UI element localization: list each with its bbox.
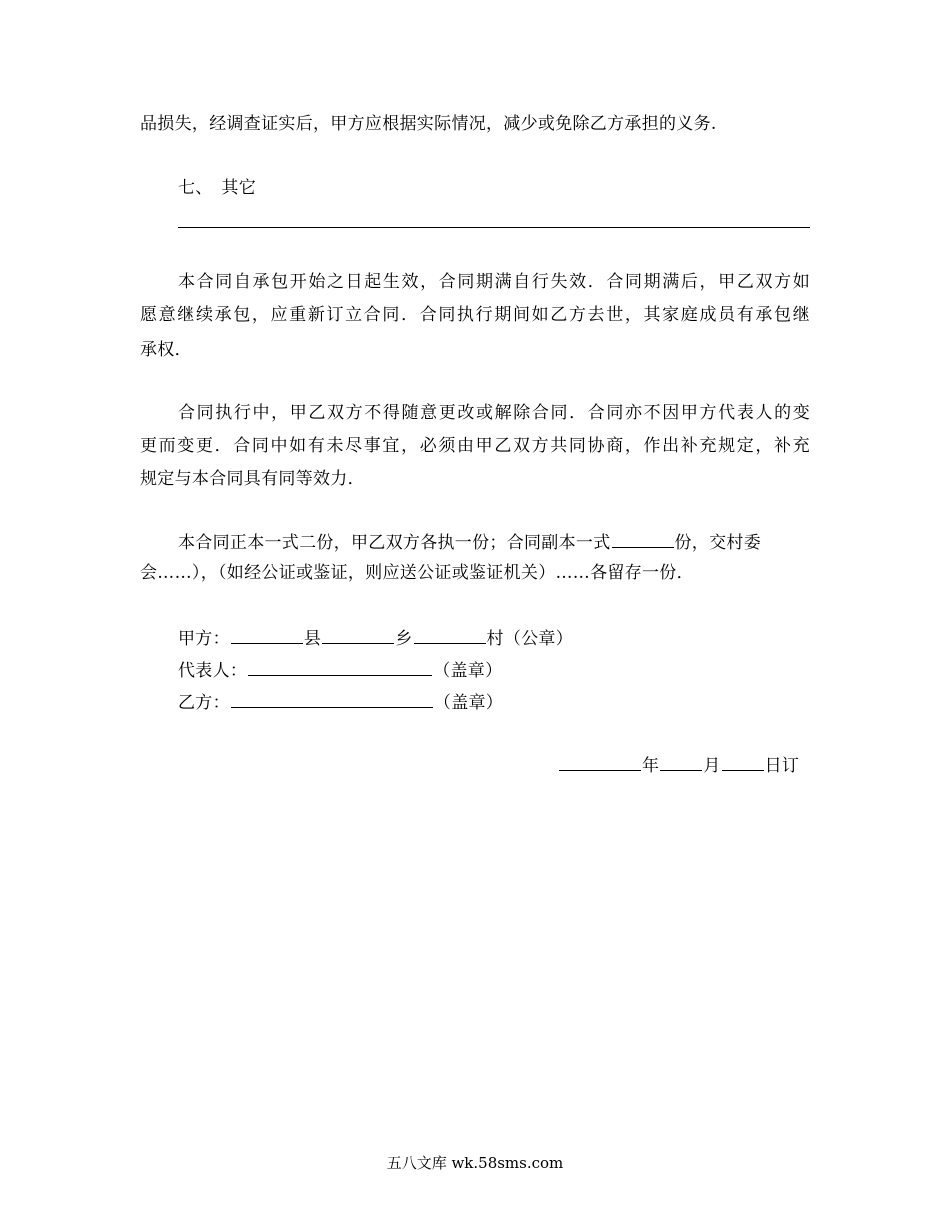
party-b-blank[interactable] [231,690,433,708]
paragraph-line: 更而变更．合同中如有未尽事宜，必须由甲乙双方共同协商，作出补充规定，补充 [140,436,810,456]
representative-blank[interactable] [248,658,432,676]
copies-blank[interactable] [612,530,674,548]
party-a-label: 甲方： [178,629,230,649]
county-blank[interactable] [231,626,303,644]
month-blank[interactable] [660,753,702,771]
copies-text-end: 份，交村委 [674,533,761,553]
year-label: 年 [642,756,660,776]
county-label: 县 [303,629,322,649]
village-seal-label: 村（公章） [486,629,574,649]
month-label: 月 [703,756,721,776]
date-line [558,753,799,776]
representative-label: 代表人： [178,661,248,681]
footer-watermark: 五八文库 wk.58sms.com [386,1154,564,1172]
representative-seal-label: （盖章） [433,661,503,681]
day-blank[interactable] [722,753,764,771]
copies-text: 本合同正本一式二份，甲乙双方各执一份；合同副本一式 [178,533,611,553]
year-blank[interactable] [559,753,641,771]
paragraph-line: 承权． [140,340,192,360]
paragraph-line: 品损失，经调查证实后，甲方应根据实际情况，减少或免除乙方承担的义务. [140,114,717,134]
representative-line [178,658,502,681]
party-b-seal-label: （盖章） [433,693,504,713]
township-blank[interactable] [322,626,394,644]
party-b-label: 乙方： [178,693,230,713]
paragraph-line: 合同执行中，甲乙双方不得随意更改或解除合同．合同亦不因甲方代表人的变 [178,403,810,423]
township-label: 乡 [395,629,413,649]
section-divider [178,227,810,228]
paragraph-line: 愿意继续承包，应重新订立合同．合同执行期间如乙方去世，其家庭成员有承包继 [140,305,810,325]
paragraph-line: 会……），（如经公证或鉴证，则应送公证或鉴证机关）……各留存一份． [140,563,694,583]
village-blank[interactable] [414,626,486,644]
paragraph-line: 本合同自承包开始之日起生效，合同期满自行失效．合同期满后，甲乙双方如 [178,272,810,292]
paragraph-line [178,530,761,553]
section-heading: 七、 其它 [178,178,256,198]
paragraph-line: 规定与本合同具有同等效力． [140,469,365,489]
party-a-line [178,626,573,649]
party-b-line [178,690,503,713]
day-signed-label: 日订 [764,756,800,776]
